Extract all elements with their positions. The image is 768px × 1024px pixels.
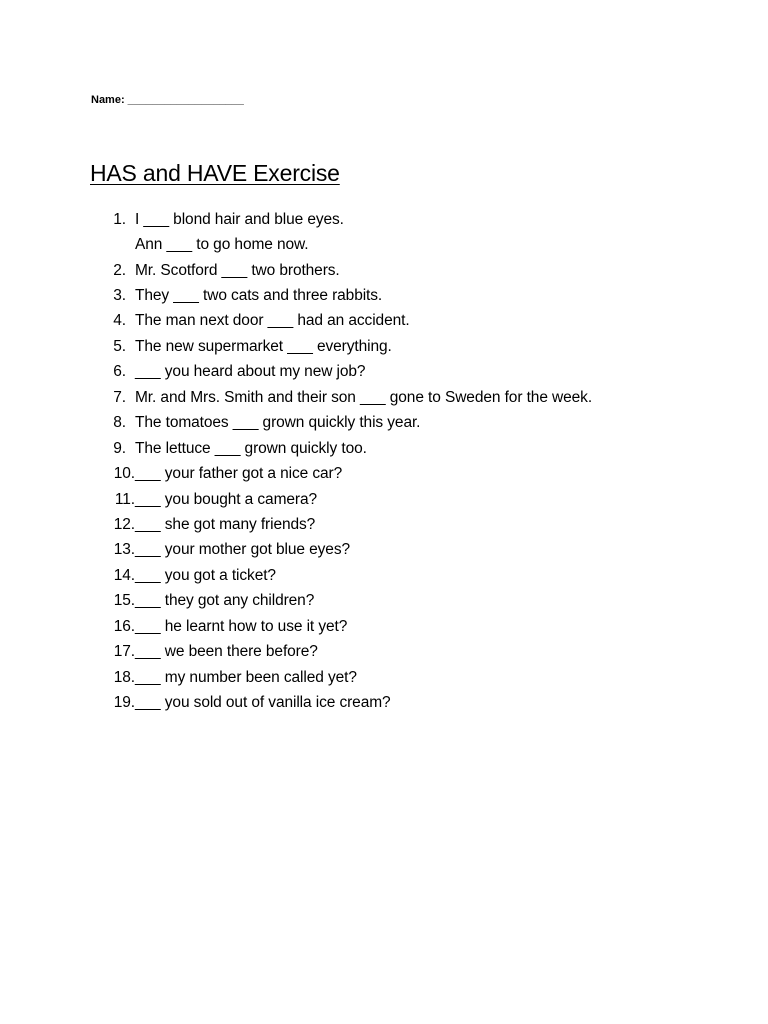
item-number: 3.	[113, 287, 126, 305]
item-text: ___ you sold out of vanilla ice cream?	[135, 694, 391, 712]
item-text: The tomatoes ___ grown quickly this year.	[135, 414, 421, 432]
list-item	[108, 589, 728, 614]
page-title: HAS and HAVE Exercise	[90, 160, 340, 186]
list-item	[108, 614, 728, 639]
item-text: The lettuce ___ grown quickly too.	[135, 439, 367, 457]
item-text: ___ you bought a camera?	[135, 490, 318, 508]
list-item	[108, 309, 728, 334]
list-item	[108, 207, 728, 232]
list-item	[108, 385, 728, 410]
item-number: 7.	[113, 388, 126, 406]
item-number: 12.	[113, 515, 135, 533]
list-item	[108, 436, 728, 461]
item-text: ___ we been there before?	[135, 643, 318, 661]
item-text: ___ he learnt how to use it yet?	[135, 617, 348, 635]
item-text: Ann ___ to go home now.	[135, 236, 309, 254]
item-text: They ___ two cats and three rabbits.	[135, 287, 383, 305]
item-text: ___ your father got a nice car?	[135, 465, 343, 483]
list-item	[108, 283, 728, 308]
item-number: 10.	[113, 465, 135, 483]
item-text: ___ my number been called yet?	[135, 668, 357, 686]
item-number: 19.	[113, 694, 135, 712]
list-item	[108, 334, 728, 359]
exercise-list	[108, 207, 728, 716]
item-number: 2.	[113, 261, 126, 279]
item-number: 16.	[113, 617, 135, 635]
item-number: 18.	[113, 668, 135, 686]
item-number: 1.	[113, 210, 126, 228]
name-field-label: Name: ___________________	[91, 94, 244, 106]
item-text: The man next door ___ had an accident.	[135, 312, 410, 330]
item-number: 17.	[113, 643, 135, 661]
item-text: ___ she got many friends?	[135, 515, 316, 533]
item-text: The new supermarket ___ everything.	[135, 337, 392, 355]
item-number: 5.	[113, 337, 126, 355]
list-item	[108, 487, 728, 512]
list-item	[108, 538, 728, 563]
item-text: ___ you heard about my new job?	[135, 363, 366, 381]
list-item	[108, 461, 728, 486]
item-text: Mr. and Mrs. Smith and their son ___ gone to Sweden for the week.	[135, 388, 593, 406]
item-text: ___ you got a ticket?	[135, 566, 276, 584]
list-item	[108, 563, 728, 588]
item-text: ___ they got any children?	[135, 592, 315, 610]
list-item	[108, 690, 728, 715]
list-item	[108, 258, 728, 283]
list-item	[108, 360, 728, 385]
list-item	[108, 411, 728, 436]
item-number: 9.	[113, 439, 126, 457]
item-number: 15.	[113, 592, 135, 610]
item-number: 4.	[113, 312, 126, 330]
item-number: 13.	[113, 541, 135, 559]
item-text: ___ your mother got blue eyes?	[135, 541, 350, 559]
item-text: I ___ blond hair and blue eyes.	[135, 210, 344, 228]
list-item	[108, 232, 728, 257]
item-number: 11.	[114, 490, 135, 508]
list-item	[108, 512, 728, 537]
list-item	[108, 665, 728, 690]
item-number: 6.	[113, 363, 126, 381]
list-item	[108, 639, 728, 664]
item-number: 14.	[113, 566, 135, 584]
item-number: 8.	[113, 414, 126, 432]
item-text: Mr. Scotford ___ two brothers.	[135, 261, 340, 279]
